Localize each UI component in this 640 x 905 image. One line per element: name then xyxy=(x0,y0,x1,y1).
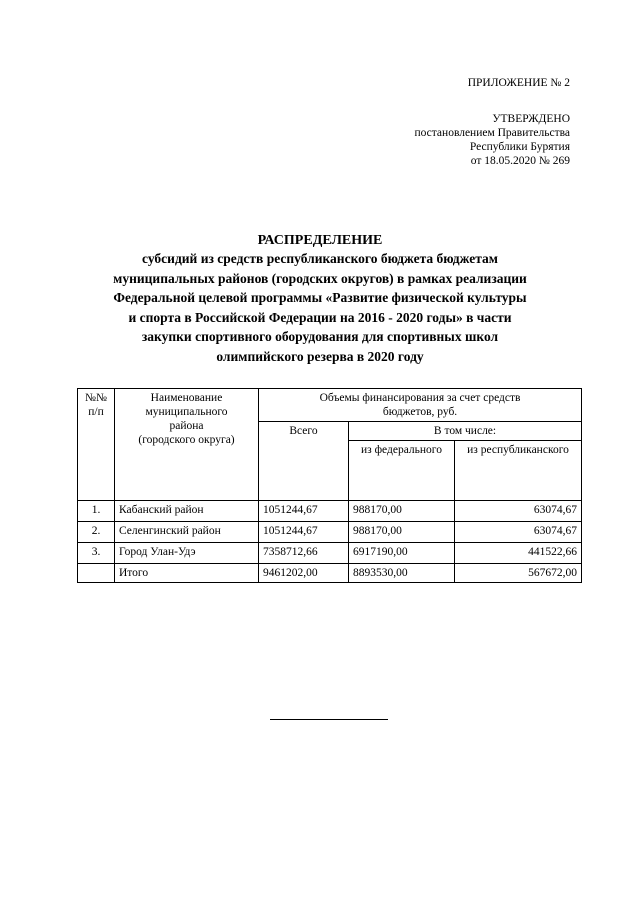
row-total: 9461202,00 xyxy=(259,564,349,583)
header-number-line: №№ xyxy=(85,392,107,404)
document-title-line: муниципальных районов (городских округов) в рамках реализации xyxy=(113,270,527,286)
header-funding xyxy=(259,389,582,422)
header-including: В том числе: xyxy=(349,422,582,441)
document-title xyxy=(70,232,570,366)
table-row xyxy=(78,501,582,522)
row-total: 1051244,67 xyxy=(259,522,349,543)
approval-issuer-line1: постановлением Правительства xyxy=(414,127,570,139)
approval-block xyxy=(414,112,570,168)
row-federal: 8893530,00 xyxy=(349,564,455,583)
table-row xyxy=(78,543,582,564)
row-number: 3. xyxy=(78,543,115,564)
header-funding-line: Объемы финансирования за счет средств xyxy=(319,392,521,404)
distribution-table xyxy=(77,388,582,583)
header-federal: из федерального xyxy=(349,441,455,501)
header-number xyxy=(78,389,115,501)
row-federal: 6917190,00 xyxy=(349,543,455,564)
document-title-line: олимпийского резерва в 2020 году xyxy=(216,348,424,364)
row-federal: 988170,00 xyxy=(349,501,455,522)
row-municipality: Селенгинский район xyxy=(115,522,259,543)
table-header-row xyxy=(78,389,582,422)
document-title-main: РАСПРЕДЕЛЕНИЕ xyxy=(257,233,383,248)
row-republican: 567672,00 xyxy=(455,564,582,583)
row-number: 1. xyxy=(78,501,115,522)
approval-title: УТВЕРЖДЕНО xyxy=(492,113,570,125)
document-title-line: закупки спортивного оборудования для спортивных школ xyxy=(141,329,499,344)
header-republican: из республиканского xyxy=(455,441,582,501)
row-municipality: Кабанский район xyxy=(115,501,259,522)
row-municipality: Город Улан-Удэ xyxy=(115,543,259,564)
header-municipality xyxy=(115,389,259,501)
row-total: 7358712,66 xyxy=(259,543,349,564)
approval-issuer-line2: Республики Бурятия xyxy=(469,141,570,153)
header-funding-line: бюджетов, руб. xyxy=(382,406,458,418)
header-number-line: п/п xyxy=(88,406,104,418)
header-municipality-line: муниципального xyxy=(145,406,228,418)
document-title-line: субсидий из средств республиканского бюджета бюджетам xyxy=(142,251,498,266)
row-municipality: Итого xyxy=(115,564,259,583)
row-number xyxy=(78,564,115,583)
table-total-row xyxy=(78,564,582,583)
end-rule xyxy=(270,719,388,720)
appendix-number: ПРИЛОЖЕНИЕ № 2 xyxy=(467,77,570,89)
header-municipality-line: района xyxy=(169,420,204,432)
row-total: 1051244,67 xyxy=(259,501,349,522)
row-number: 2. xyxy=(78,522,115,543)
table-row xyxy=(78,522,582,543)
header-municipality-line: Наименование xyxy=(150,392,223,404)
header-total: Всего xyxy=(259,422,349,501)
approval-date-number: от 18.05.2020 № 269 xyxy=(470,155,570,167)
header-municipality-line: (городского округа) xyxy=(138,434,235,446)
row-republican: 441522,66 xyxy=(455,543,582,564)
row-republican: 63074,67 xyxy=(455,501,582,522)
row-republican: 63074,67 xyxy=(455,522,582,543)
document-title-line: и спорта в Российской Федерации на 2016 - 2020 годы» в части xyxy=(128,309,512,325)
document-title-line: Федеральной целевой программы «Развитие физической культуры xyxy=(113,290,527,305)
row-federal: 988170,00 xyxy=(349,522,455,543)
appendix-label xyxy=(468,76,570,90)
